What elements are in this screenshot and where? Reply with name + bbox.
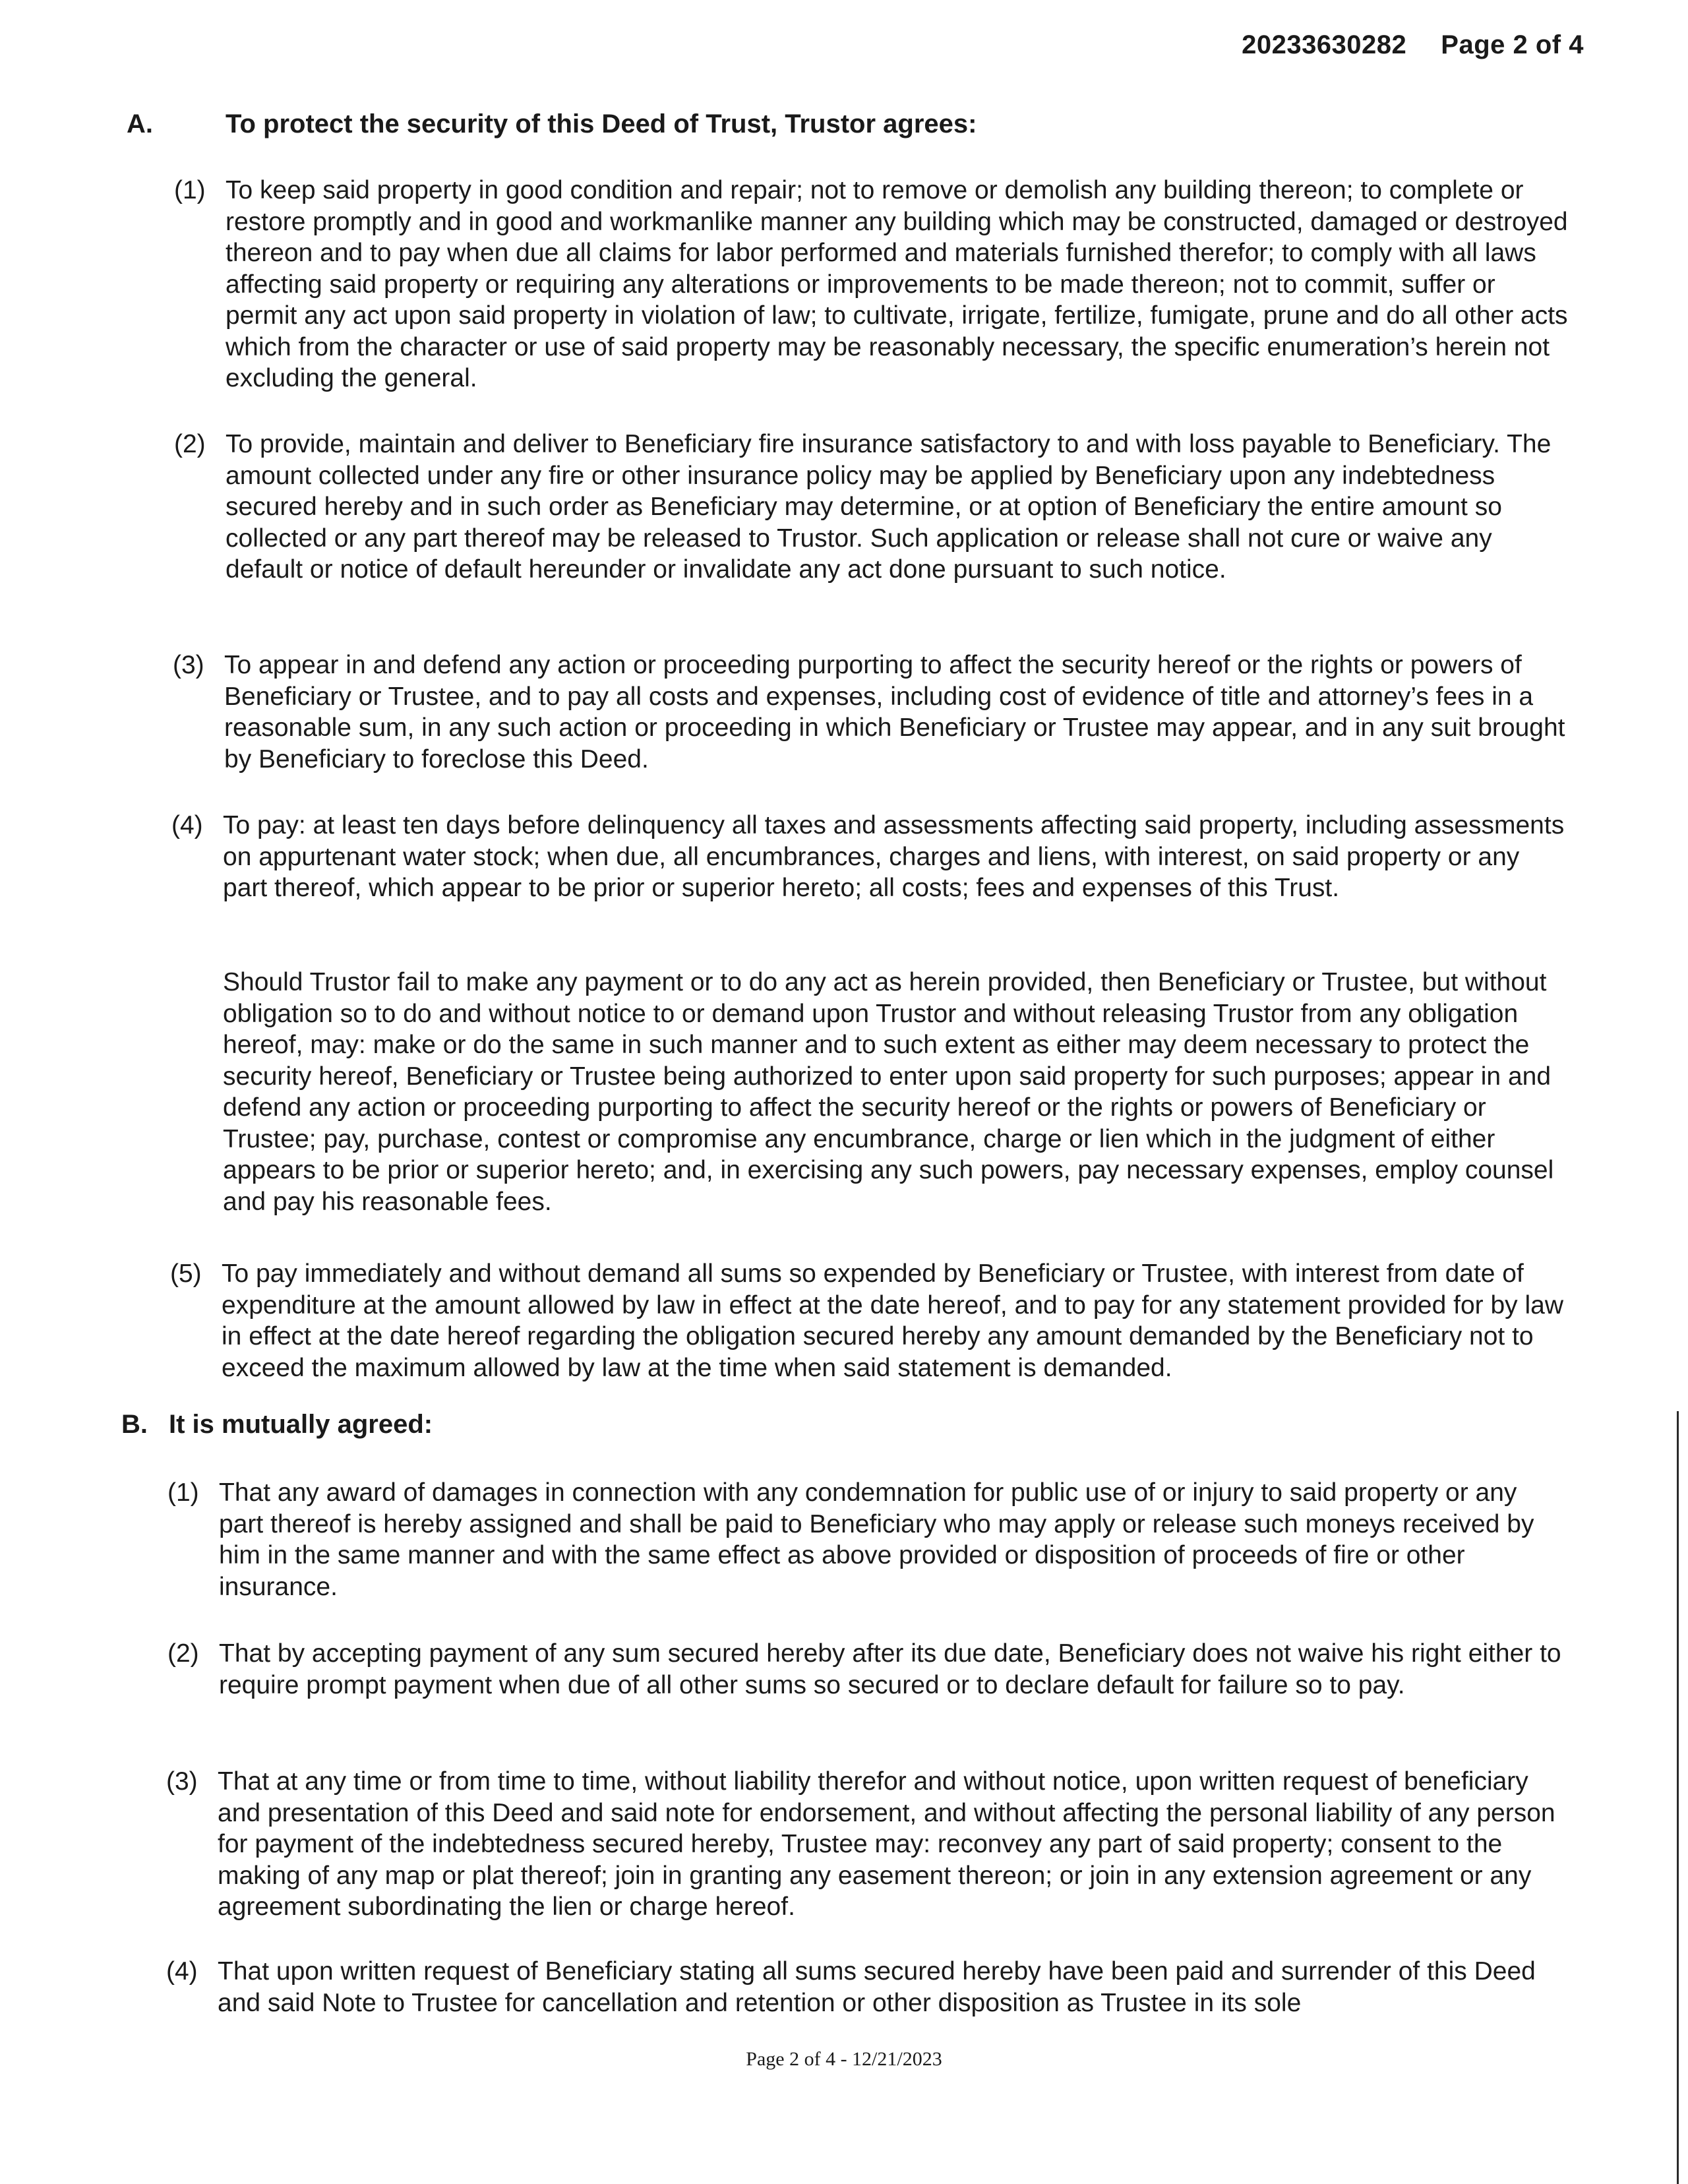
section-a-item-2 <box>174 429 1571 586</box>
item-text: To pay immediately and without demand all sums so expended by Beneficiary or Trustee, with interest from date of expenditure at the amount allowed by law in effect at the date hereof, and to pay for any statement provided for by law in effect at the date hereof regarding the obligation secured hereby any amount demanded by the Beneficiary not to exceed the maximum allowed by law at the time when said statement is demanded. <box>222 1259 1564 1382</box>
page-header <box>1242 30 1584 60</box>
item-text: To appear in and defend any action or proceeding purporting to affect the security hereof or the rights or powers of Beneficiary or Trustee, and to pay all costs and expenses, including cost of evidence of title and attorney’s fees in a reasonable sum, in any such action or proceeding in which Beneficiary or Trustee may appear, and in any suit brought by Beneficiary to foreclose this Deed. <box>224 651 1565 774</box>
section-a-letter: A. <box>127 109 153 138</box>
section-b-item-4 <box>166 1956 1563 2018</box>
page-footer: Page 2 of 4 - 12/21/2023 <box>746 2048 942 2070</box>
item-number: (2) <box>174 430 206 458</box>
section-a-item-5 <box>170 1258 1567 1383</box>
section-a-item-1 <box>174 175 1571 394</box>
item-text: To keep said property in good condition and repair; not to remove or demolish any building thereon; to complete or restore promptly and in good and workmanlike manner any building which may be constructed, damaged or destroyed thereon and to pay when due all claims for labor performed and materials furnished therefor; to comply with all laws affecting said property or requiring any alterations or improvements to be made thereon; not to commit, suffer or permit any act upon said property in violation of law; to cultivate, irrigate, fertilize, fumigate, prune and do all other acts which from the character or use of said property may be reasonably necessary, the specific enumeration’s herein not excluding the general. <box>226 176 1568 392</box>
section-a-heading <box>127 109 977 139</box>
item-number: (4) <box>166 1957 198 1986</box>
item-number: (5) <box>170 1259 202 1288</box>
section-b-item-3 <box>166 1766 1563 1923</box>
section-a-item-4 <box>171 810 1568 904</box>
item-number: (3) <box>166 1767 198 1796</box>
item-text: That any award of damages in connection with any condemnation for public use of or injury to said property or any part thereof is hereby assigned and shall be paid to Beneficiary who may apply or release such moneys received by him in the same manner and with the same effect as above provided or disposition of proceeds of fire or other insurance. <box>219 1478 1534 1601</box>
section-a-item-4-continuation <box>223 967 1568 1217</box>
section-b-heading <box>121 1410 433 1440</box>
item-number: (3) <box>173 651 204 679</box>
item-number: (4) <box>171 811 203 839</box>
item-number: (1) <box>167 1478 199 1507</box>
item-text: To provide, maintain and deliver to Beneficiary fire insurance satisfactory to and with loss payable to Beneficiary. The amount collected under any fire or other insurance policy may be applied by Beneficiary upon any indebtedness secured hereby and in such order as Beneficiary may determine, or at option of Beneficiary the entire amount so collected or any part thereof may be released to Trustor. Such application or release shall not cure or waive any default or notice of default hereunder or invalidate any act done pursuant to such notice. <box>226 430 1552 584</box>
item-text: That at any time or from time to time, without liability therefor and without notice, upon written request of beneficiary and presentation of this Deed and said note for endorsement, and without affecting the personal liability of any person for payment of the indebtedness secured hereby, Trustee may: reconvey any part of said property; consent to the making of any map or plat thereof; join in granting any easement thereon; or join in any extension agreement or any agreement subordinating the lien or charge hereof. <box>218 1767 1555 1921</box>
section-b-item-1 <box>167 1477 1564 1602</box>
section-a-title: To protect the security of this Deed of Trust, Trustor agrees: <box>226 109 977 138</box>
scan-edge-line <box>1677 1411 1679 2184</box>
document-number: 20233630282 <box>1242 30 1407 59</box>
paragraph-text: Should Trustor fail to make any payment or to do any act as herein provided, then Beneficiary or Trustee, but without obligation so to do and without notice to or demand upon Trustor and without releasing Trustor from any obligation hereof, may: make or do the same in such manner and to such extent as either may deem necessary to protect the security hereof, Beneficiary or Trustee being authorized to enter upon said property for such purposes; appear in and defend any action or proceeding purporting to affect the security hereof or the rights or powers of Beneficiary or Trustee; pay, purchase, contest or compromise any encumbrance, charge or lien which in the judgment of either appears to be prior or superior hereto; and, in exercising any such powers, pay necessary expenses, employ counsel and pay his reasonable fees. <box>223 968 1554 1216</box>
section-b-letter: B. <box>121 1410 148 1439</box>
section-a-item-3 <box>173 650 1569 775</box>
item-number: (2) <box>167 1639 199 1668</box>
section-b-item-2 <box>167 1638 1564 1701</box>
section-b-title: It is mutually agreed: <box>169 1410 433 1439</box>
item-text: To pay: at least ten days before delinquency all taxes and assessments affecting said property, including assessments on appurtenant water stock; when due, all encumbrances, charges and liens, with interest, on said property or any part thereof, which appear to be prior or superior hereto; all costs; fees and expenses of this Trust. <box>223 811 1565 902</box>
page-label: Page 2 of 4 <box>1441 30 1584 59</box>
item-number: (1) <box>174 176 206 204</box>
item-text: That upon written request of Beneficiary stating all sums secured hereby have been paid and surrender of this Deed and said Note to Trustee for cancellation and retention or other disposition as Trustee in its sole <box>218 1957 1536 2017</box>
item-text: That by accepting payment of any sum secured hereby after its due date, Beneficiary does not waive his right either to require prompt payment when due of all other sums so secured or to declare default for failure so to pay. <box>219 1639 1561 1699</box>
